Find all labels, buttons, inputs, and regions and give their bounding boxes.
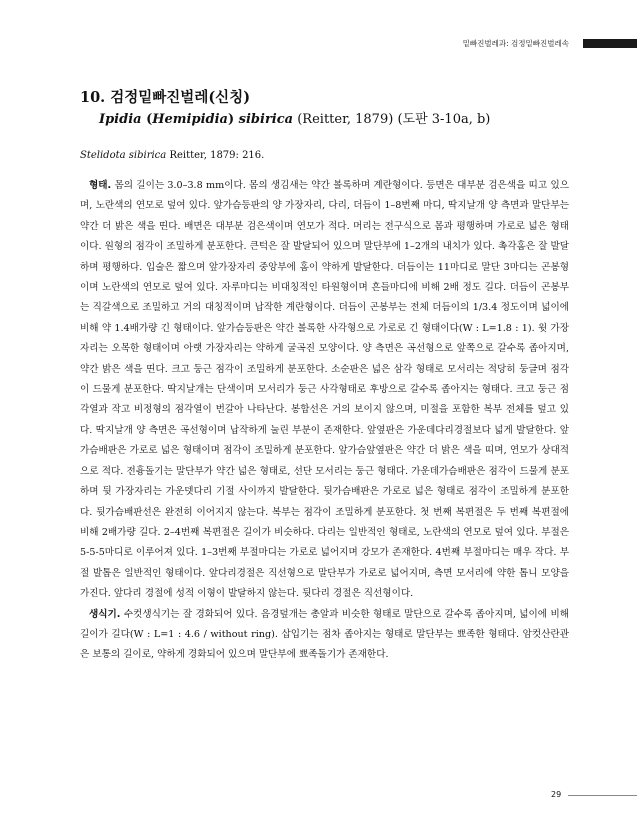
morphology-text: 몸의 길이는 3.0–3.8 mm이다. 몸의 생김새는 약간 볼록하며 계란형이다. 등면은 대부분 검은색을 띠고 있으며, 노란색의 연모로 덮여 있다. 앞가슴등판의 양 가장자리, 다리, 더듬이 1–8번째 마디, 딱지날개 양 측면과 말단부는 약간 더 밝은 색을 띤다. 배면은 대부분 검은색이며 연모가 적다. 머리는 전구식으로 몸과 평행하며 가로로 넓은 형태이다. 원형의 점각이 조밀하게 분포한다. 큰턱은 잘 발달되어 있으며 말단부에 1–2개의 내치가 있다. 촉각홈은 잘 발달하며 평행하다. 입술은 짧으며 앞가장자리 중앙부에 홈이 약하게 발달한다. 더듬이는 11마디로 말단 3마디는 곤봉형이며 노란색의 연모로 덮여 있다. 자루마디는 비대칭적인 타원형이며 흔들마디에 비해 2배 정도 길다. 더듬이 곤봉부는 직갈색으로 조밀하고 거의 대칭적이며 납작한 계란형이다. 더듬이 곤봉부는 전체 더듬이의 1/3.4 정도이며 넓이에 비해 약 1.4배가량 긴 형태이다. 앞가슴등판은 약간 볼록한 사각형으로 가로로 긴 형태이다(W : L=1.8 : 1). 윗 가장자리는 오목한 형태이며 아랫 가장자리는 약하게 굴곡진 모양이다. 양 측면은 곡선형으로 앞쪽으로 갈수록 좁아지며, 약간 밝은 색을 띤다. 크고 둥근 점각이 조밀하게 분포한다. 소순판은 넓은 삼각 형태로 모서리는 적당히 둥글며 점각이 드물게 분포한다. 딱지날개는 단색이며 모서리가 둥근 사각형태로 후방으로 갈수록 좁아지는 형태다. 크고 둥근 점각열과 작고 비정형의 점각열이 번갈아 나타난다. 봉합선은 거의 보이지 않으며, 미절을 포함한 복부 전체를 덮고 있다. 딱지날개 양 측면은 곡선형이며 납작하게 눌린 부분이 존재한다. 앞옆판은 가운데다리경절보다 넓게 발달한다. 앞가슴배판은 가로로 넓은 형태이며 점각이 조밀하게 분포한다. 앞가슴앞옆판은 약간 더 밝은 색을 띠며, 연모가 상대적으로 적다. 전흉돌기는 말단부가 약간 넓은 형태로, 선단 모서리는 둥근 형태다. 가운데가슴배판은 점각이 드물게 분포하며 뒷 가장자리는 가운뎃다리 기절 사이까지 발달한다. 뒷가슴배판은 가로로 넓은 형태로 점각이 조밀하게 분포한다. 뒷가슴배판선은 완전히 이어지지 않는다. 복부는 점각이 조밀하게 분포한다. 첫 번째 복편절은 두 번째 복편절에 비해 2배가량 길다. 2–4번째 복편절은 길이가 비슷하다. 다리는 일반적인 형태로, 노란색의 연모로 덮여 있다. 부절은 5-5-5마디로 이루어져 있다. 1–3번째 부절마디는 가로로 넓어지며 강모가 존재한다. 4번째 부절마디는 매우 작다. 부절 발톱은 일반적인 형태이다. 앞다리경절은 직선형으로 말단부가 가로로 넓어지며, 측면 모서리에 약한 톱니 모양을 가진다. 앞다리 경절에 성적 이형이 발달하지 않는다. 뒷다리 경절은 직선형이다. <box>80 180 569 600</box>
synonym-citation: Reitter, 1879: 216. <box>169 150 265 161</box>
page-number: 29 <box>551 790 562 799</box>
synonym-line <box>80 150 264 161</box>
plate-reference: (도판 3-10a, b) <box>397 112 491 127</box>
morphology-label: 형태. <box>89 180 112 191</box>
species-epithet: sibirica <box>238 112 294 127</box>
genitalia-text: 수컷생식기는 잘 경화되어 있다. 음경덮개는 총알과 비슷한 형태로 말단으로 갈수록 좁아지며, 넓이에 비해 길이가 길다(W : L=1 : 4.6 / without ring). 삽입기는 점차 좁아지는 형태로 말단부는 뾰족한 형태다. 암컷산란관은 보통의 길이로, 약하게 경화되어 있으며 말단부에 뾰족돌기가 존재한다. <box>80 608 569 661</box>
author-year: (Reitter, 1879) <box>297 112 394 127</box>
header-bar <box>583 39 637 48</box>
morphology-paragraph <box>80 176 569 605</box>
species-title <box>80 86 250 107</box>
synonym-name: Stelidota sibirica <box>80 150 167 161</box>
running-header-text: 밑빠진벌레과: 검정밑빠진벌레속 <box>462 39 569 48</box>
genus-name: Ipidia <box>99 112 142 127</box>
genitalia-label: 생식기. <box>89 608 121 620</box>
species-number-name: 10. 검정밑빠진벌레(신칭) <box>80 89 251 106</box>
subgenus-name: Hemipidia <box>152 112 228 127</box>
description-body <box>80 176 569 666</box>
footer-rule <box>568 795 637 796</box>
genitalia-paragraph <box>80 605 569 666</box>
running-header <box>0 38 637 50</box>
scientific-name: Ipidia (Hemipidia) sibirica (Reitter, 1879) (도판 3-10a, b) <box>99 112 491 127</box>
